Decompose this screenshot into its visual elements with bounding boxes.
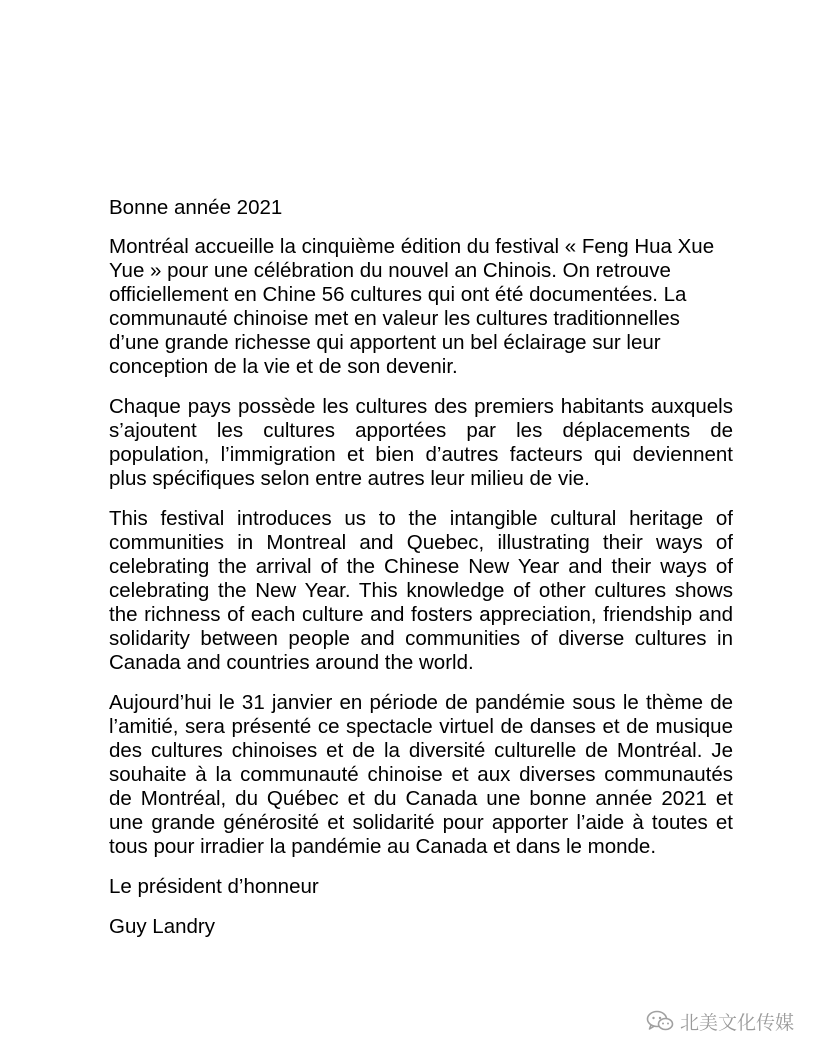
watermark-text: 北美文化传媒 (679, 1011, 794, 1034)
letter-greeting: Bonne année 2021 (109, 196, 283, 219)
paragraph-cultures: Chaque pays possède les cultures des premiers habitants auxquels s’ajoutent les cultures apportées par les déplacements de population, l’immigration et bien d’autres facteurs qui deviennent plus spécifiques selon entre autres leur milieu de vie. (109, 395, 733, 490)
wechat-icon (646, 1010, 674, 1032)
paragraph-english: This festival introduces us to the intangible cultural heritage of communities in Montreal and Quebec, illustrating their ways of celebrating the arrival of the Chinese New Year and their ways of celebrating the New Year. This knowledge of other cultures shows the richness of each culture and fosters appreciation, friendship and solidarity between people and communities of diverse cultures in Canada and countries around the world. (109, 507, 733, 674)
letter-body (109, 196, 733, 939)
paragraph-pandemic: Aujourd’hui le 31 janvier en période de pandémie sous le thème de l’amitié, sera présenté ce spectacle virtuel de danses et de musique des cultures chinoises et de la diversité culturelle de Montréal. Je souhaite à la communauté chinoise et aux diverses communautés de Montréal, du Québec et du Canada une bonne année 2021 et une grande générosité et solidarité pour apporter l’aide à toutes et tous pour irradier la pandémie au Canada et dans le monde. (109, 691, 733, 858)
paragraph-festival-intro: Montréal accueille la cinquième édition du festival « Feng Hua Xue Yue » pour une célébration du nouvel an Chinois. On retrouve officiellement en Chine 56 cultures qui ont été documentées. La communauté chinoise met en valeur les cultures traditionnelles d’une grande richesse qui apportent un bel éclairage sur leur conception de la vie et de son devenir. (109, 235, 715, 378)
letter-signoff: Le président d’honneur (109, 875, 319, 898)
watermark (646, 1006, 794, 1036)
letter-signature: Guy Landry (109, 915, 215, 938)
